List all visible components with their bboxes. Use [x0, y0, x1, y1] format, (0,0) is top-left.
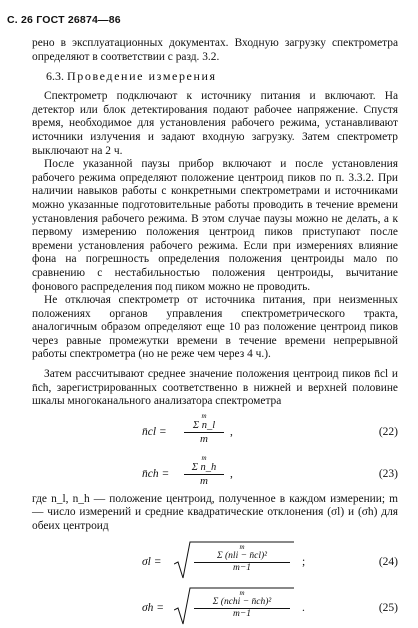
- formula-numerator: Σ (nli − n̄cl)²: [194, 551, 290, 563]
- paragraph-1: Спектрометр подключают к источнику питания и включают. На детектор или блок детектирования подают рабочее напряжение. Спустя время, необходимое для установления рабочего режима, устанавливают источники излучения и задают входную загрузку. Затем спектрометр выключают на 2 ч.: [32, 90, 398, 157]
- formula-24: σl = m Σ (nli − n̄cl)² m−1 ; (24): [32, 540, 398, 582]
- paragraph-2: После указанной паузы прибор включают и после установления рабочего режима определяют положение центроид пиков по п. 3.3.2. При наличии навыков работы с конкретными спектрометрами и источниками можно указанные подготовительные работы проводить в течение времени установления рабочего режима. В этом случае паузы можно не делать, а к первому измерению положения центроид пиков приступают после времени установления рабочего режима. Если при измерениях влияние фона на погрешность определения положения центроиды мало по сравнению с нестабильностью положения центроиды, вычитание фонового распределения под пиком можно не проводить.: [32, 158, 398, 293]
- formula-numerator: Σ n_h: [184, 462, 224, 475]
- paragraph-4: Затем рассчитывают среднее значение положения центроид пиков n̄cl и n̄ch, зарегистрированных соответственно в нижней и верхней половине шкалы многоканального анализатора спектрометра: [32, 368, 398, 408]
- where-paragraph: где n_l, n_h — положение центроид, полученное в каждом измерении; m — число измерений и средние квадратические отклонения (σl) и (σh) для обеих центроид: [32, 492, 398, 533]
- intro-paragraph: рено в эксплуатационных документах. Входную загрузку спектрометра определяют в соответствии с разд. 3.2.: [32, 37, 398, 63]
- formula-number: (23): [378, 467, 398, 480]
- formula-number: (24): [378, 555, 398, 568]
- paragraph-3: Не отключая спектрометр от источника питания, при неизменных положениях органов управления спектрометрического тракта, аналогичным образом определяют еще 10 раз положение центроид пиков через равные промежутки времени в течение времени непрерывной работы спектрометра (но не реже чем через 4 ч.).: [32, 294, 398, 361]
- formula-fraction: m Σ n_h m: [184, 455, 224, 487]
- formula-numerator: Σ n_l: [184, 420, 224, 433]
- formula-lhs: σl =: [142, 555, 162, 568]
- formula-denominator: m: [200, 474, 208, 487]
- radical: [174, 540, 294, 578]
- formula-23: n̄ch = m Σ n_h m , (23): [142, 453, 398, 487]
- formula-lhs: σh =: [142, 601, 165, 614]
- page-header: С. 26 ГОСТ 26874—86: [7, 14, 121, 26]
- section-number: 6.3.: [46, 69, 64, 84]
- formula-25: σh = m Σ (nchi − n̄ch)² m−1 . (25): [32, 586, 398, 628]
- document-body: [32, 37, 398, 628]
- formula-denominator: m−1: [232, 608, 252, 619]
- radical: [174, 586, 294, 624]
- formula-numerator: Σ (nchi − n̄ch)²: [194, 597, 290, 609]
- formula-lhs: n̄cl =: [142, 425, 167, 438]
- section-heading: [46, 69, 398, 84]
- section-title: Проведение измерения: [67, 69, 217, 84]
- formula-22: n̄cl = m Σ n_l m , (22): [142, 411, 398, 445]
- formula-denominator: m−1: [232, 562, 252, 573]
- radical-fraction: m Σ (nli − n̄cl)² m−1: [194, 544, 290, 573]
- radical-fraction: m Σ (nchi − n̄ch)² m−1: [194, 590, 290, 619]
- formula-lhs: n̄ch =: [142, 467, 170, 480]
- formula-number: (25): [378, 601, 398, 614]
- formula-number: (22): [378, 425, 398, 438]
- formula-fraction: m Σ n_l m: [184, 413, 224, 445]
- formula-denominator: m: [200, 432, 208, 445]
